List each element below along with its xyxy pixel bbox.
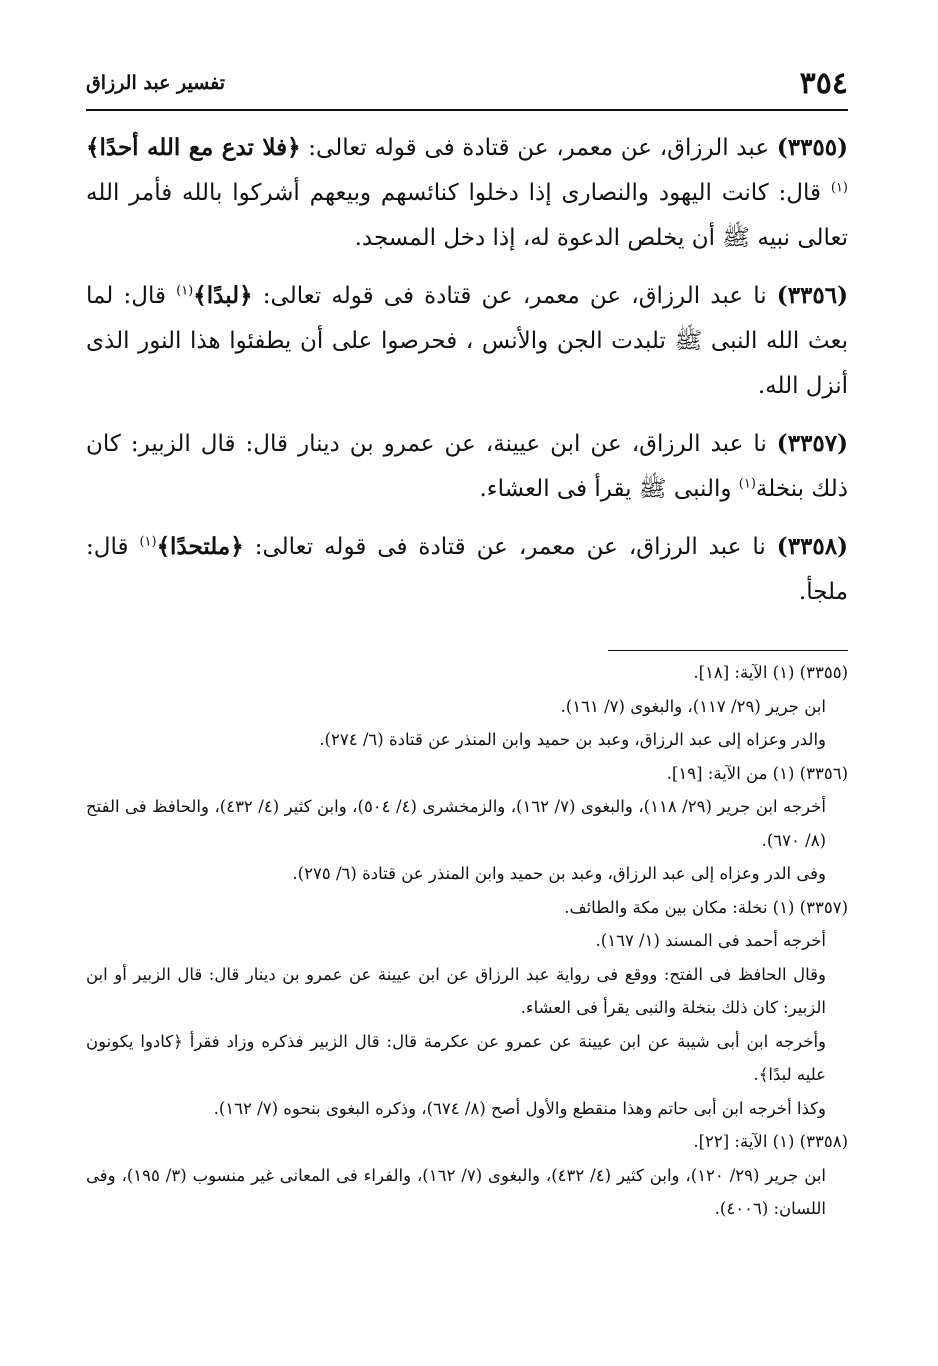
footnote-line: أخرجه ابن جرير (٢٩/ ١١٨)، والبغوى (٧/ ١٦٢)، والزمخشرى (٤/ ٥٠٤)، وابن كثير (٤/ ٤٣٢)، والحافظ فى الفتح (٨/ ٦٧٠).: [86, 797, 826, 850]
main-text: [86, 125, 848, 627]
footnote-heading: (٣٣٥٧) (١) نخلة: مكان بين مكة والطائف.: [564, 897, 848, 917]
footnote-marker: (١): [139, 534, 157, 550]
entry-text: نا عبد الرزاق، عن ابن عيينة، عن عمرو بن دينار قال: قال الزبير: كان ذلك بنخلة: [86, 431, 848, 502]
entry-text: نا عبد الرزاق، عن معمر، عن قتادة فى قوله تعالى:: [252, 283, 777, 309]
footnote-3356: [86, 757, 848, 891]
footnote-line: وكذا أخرجه ابن أبى حاتم وهذا منقطع والأول أصح (٨/ ٦٧٤)، وذكره البغوى بنحوه (٧/ ١٦٢).: [213, 1098, 826, 1118]
footnote-line: وأخرجه ابن أبى شيبة عن ابن عيينة عن عمرو عن عكرمة قال: قال الزبير فذكره وزاد فقرأ ﴿كادوا يكونون عليه لبدًا﴾.: [86, 1031, 826, 1084]
page-number: ٣٥٤: [799, 66, 848, 101]
entry-text-continued: قال: ملجأ.: [86, 534, 848, 605]
entry-text-continued: والنبى ﷺ يقرأ فى العشاء.: [479, 476, 739, 502]
footnote-heading: (٣٣٥٨) (١) الآية: [٢٢].: [693, 1132, 848, 1151]
footnote-marker: (١): [176, 283, 194, 299]
footnote-3357: [86, 891, 848, 1126]
footnote-line: ابن جرير (٢٩/ ١٢٠)، وابن كثير (٤/ ٤٣٢)، والبغوى (٧/ ١٦٢)، والفراء فى المعانى غير منسوب (٣/ ١٩٥)، وفى اللسان: (٤٠٠٦).: [86, 1165, 826, 1218]
quran-quote: ﴿لبدًا﴾: [193, 282, 253, 309]
footnote-line: وفى الدر وعزاه إلى عبد الرزاق، وعبد بن حميد وابن المنذر عن قتادة (٦/ ٢٧٥).: [292, 864, 826, 883]
footnote-line: ابن جرير (٢٩/ ١١٧)، والبغوى (٧/ ١٦١).: [560, 696, 826, 716]
footnote-line: وقال الحافظ فى الفتح: ووقع فى رواية عبد الرزاق عن ابن عيينة عن عمرو بن دينار قال: قال الزبير أو ابن الزبير: كان ذلك بنخلة والنبى يقرأ فى العشاء.: [86, 964, 826, 1017]
footnote-3355: [86, 656, 848, 757]
entry-text-continued: قال: كانت اليهود والنصارى إذا دخلوا كنائسهم وبيعهم أشركوا بالله فأمر الله تعالى نبيه ﷺ أن يخلص الدعوة له، إذا دخل المسجد.: [86, 180, 848, 251]
footnote-heading: (٣٣٥٥) (١) الآية: [١٨].: [693, 663, 848, 682]
entry-3355: [86, 125, 848, 261]
footnote-separator: [608, 650, 848, 651]
entry-3357: [86, 421, 848, 512]
footnote-line: والدر وعزاه إلى عبد الرزاق، وعبد بن حميد وابن المنذر عن قتادة (٦/ ٢٧٤).: [319, 730, 826, 749]
page-header: [86, 66, 848, 106]
footnotes: [86, 656, 848, 1226]
entry-3358: [86, 524, 848, 615]
entry-text: عبد الرزاق، عن معمر، عن قتادة فى قوله تعالى:: [300, 135, 777, 161]
footnote-marker: (١): [738, 476, 756, 492]
footnote-marker: (١): [830, 180, 848, 196]
quran-quote: ﴿فلا تدع مع الله أحدًا﴾: [86, 134, 301, 161]
header-rule: [86, 109, 848, 111]
entry-number: (٣٣٥٧): [776, 430, 848, 457]
entry-text: نا عبد الرزاق، عن معمر، عن قتادة فى قوله تعالى:: [243, 534, 777, 560]
entry-number: (٣٣٥٥): [776, 134, 849, 161]
footnote-line: أخرجه أحمد فى المسند (١/ ١٦٧).: [595, 931, 826, 950]
entry-3356: [86, 273, 848, 409]
running-title: تفسير عبد الرزاق: [86, 72, 226, 94]
quran-quote: ﴿ملتحدًا﴾: [156, 533, 244, 560]
entry-number: (٣٣٥٨): [776, 533, 848, 560]
footnote-heading: (٣٣٥٦) (١) من الآية: [١٩].: [666, 763, 848, 783]
footnote-3358: [86, 1125, 848, 1226]
entry-text-continued: قال: لما بعث الله النبى ﷺ تلبدت الجن والأنس ، فحرصوا على أن يطفئوا هذا النور الذى أنزل الله.: [86, 283, 848, 399]
entry-number: (٣٣٥٦): [776, 282, 848, 309]
